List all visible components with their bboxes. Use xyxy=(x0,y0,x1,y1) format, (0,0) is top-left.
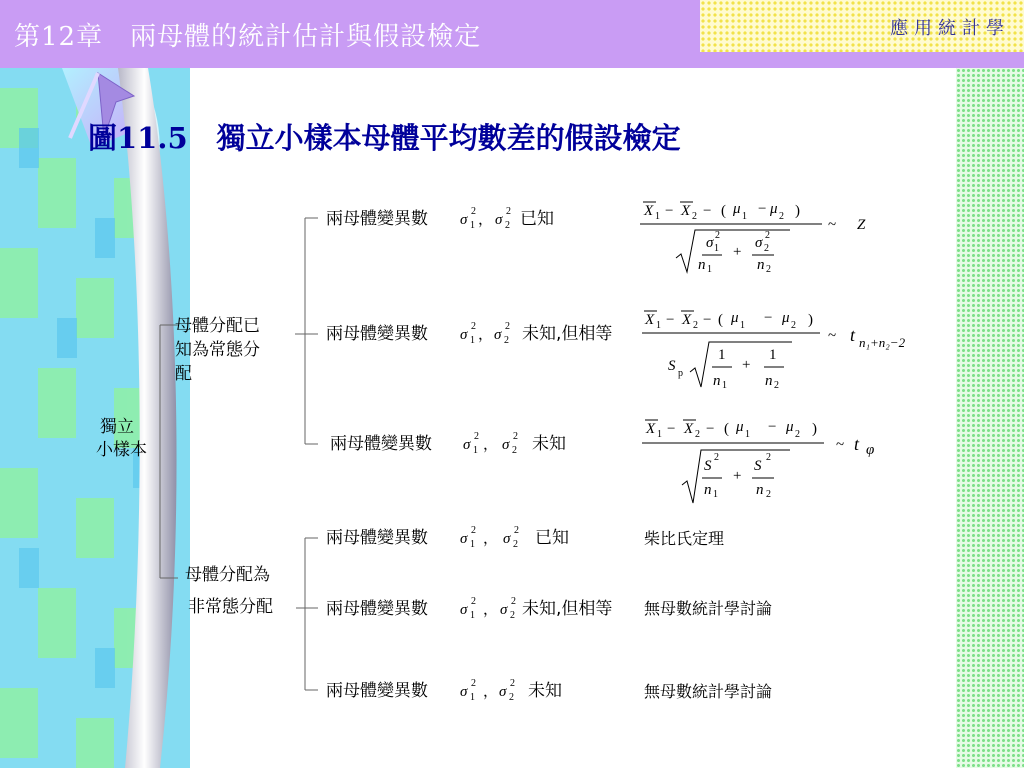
distribution-t: t xyxy=(854,434,860,454)
condition-label: 未知 xyxy=(532,434,566,454)
root-node xyxy=(96,417,147,460)
svg-text:1: 1 xyxy=(713,489,718,500)
svg-text:X: X xyxy=(684,421,694,437)
svg-text:1: 1 xyxy=(470,220,475,231)
normal-case-known xyxy=(326,201,866,275)
svg-text:2: 2 xyxy=(764,243,769,254)
svg-text:(: ( xyxy=(718,312,723,328)
svg-text:2: 2 xyxy=(765,230,770,241)
svg-text:−: − xyxy=(665,203,674,219)
svg-text:2: 2 xyxy=(766,452,771,463)
svg-text:，: ， xyxy=(483,602,499,618)
svg-text:σ: σ xyxy=(755,235,763,251)
svg-text:，: ， xyxy=(483,684,499,700)
svg-text:−: − xyxy=(703,312,712,328)
normal-branch-line1: 母體分配已 xyxy=(175,316,260,336)
svg-text:2: 2 xyxy=(505,321,510,332)
method-label: 無母數統計學討論 xyxy=(644,599,773,618)
svg-text:2: 2 xyxy=(471,596,476,607)
svg-text:兩母體變異數: 兩母體變異數 xyxy=(326,528,428,548)
svg-text:2: 2 xyxy=(714,452,719,463)
svg-text:X: X xyxy=(682,312,692,328)
svg-text:−: − xyxy=(768,419,777,435)
svg-text:兩母體變異數: 兩母體變異數 xyxy=(330,434,432,454)
nonnormal-case-equal xyxy=(326,596,772,621)
svg-text:−: − xyxy=(764,310,773,326)
svg-text:σ: σ xyxy=(499,684,507,700)
figure-title: 圖11.5 獨立小樣本母體平均數差的假設檢定 xyxy=(88,121,681,155)
svg-text:2: 2 xyxy=(514,525,519,536)
svg-text:σ: σ xyxy=(495,212,503,228)
distribution-z: Z xyxy=(857,217,866,233)
svg-text:1: 1 xyxy=(470,692,475,703)
svg-text:2: 2 xyxy=(509,692,514,703)
svg-text:2: 2 xyxy=(766,264,771,275)
nonnormal-branch-line2: 非常態分配 xyxy=(188,597,273,617)
svg-text:n: n xyxy=(698,257,706,273)
svg-text:2: 2 xyxy=(474,431,479,442)
svg-text:σ: σ xyxy=(460,684,468,700)
svg-text:兩母體變異數: 兩母體變異數 xyxy=(326,324,428,344)
svg-text:μ: μ xyxy=(786,419,794,435)
normal-branch-node xyxy=(175,316,260,384)
svg-text:2: 2 xyxy=(715,230,720,241)
degrees-of-freedom: n₁+n₂−2 xyxy=(859,335,906,350)
svg-text:2: 2 xyxy=(795,429,800,440)
svg-text:n: n xyxy=(704,482,712,498)
svg-text:S: S xyxy=(754,458,762,474)
svg-text:μ: μ xyxy=(736,419,744,435)
svg-text:2: 2 xyxy=(513,431,518,442)
chapter-title: 第12章 兩母體的統計估計與假設檢定 xyxy=(14,22,482,52)
svg-text:1: 1 xyxy=(470,539,475,550)
svg-text:2: 2 xyxy=(471,321,476,332)
svg-text:): ) xyxy=(812,421,817,437)
normal-branch-line3: 配 xyxy=(175,364,192,384)
svg-text:S: S xyxy=(668,358,676,374)
svg-text:σ: σ xyxy=(460,602,468,618)
svg-text:1: 1 xyxy=(707,264,712,275)
svg-text:σ: σ xyxy=(503,531,511,547)
nonnormal-branch-line1: 母體分配為 xyxy=(185,565,270,585)
svg-text:X: X xyxy=(646,421,656,437)
method-label: 柴比氏定理 xyxy=(644,529,725,548)
svg-text:2: 2 xyxy=(510,678,515,689)
svg-text:，: ， xyxy=(478,327,494,343)
condition-label: 未知 xyxy=(528,681,562,701)
svg-text:+: + xyxy=(742,357,751,373)
svg-text:σ: σ xyxy=(706,235,714,251)
svg-text:n: n xyxy=(765,373,773,389)
svg-text:2: 2 xyxy=(471,525,476,536)
svg-text:): ) xyxy=(795,203,800,219)
nonnormal-case-known xyxy=(326,525,724,550)
condition-label: 未知,但相等 xyxy=(522,599,613,619)
svg-text:n: n xyxy=(756,482,764,498)
svg-text:1: 1 xyxy=(470,610,475,621)
svg-text:1: 1 xyxy=(470,335,475,346)
svg-text:2: 2 xyxy=(506,206,511,217)
svg-text:X: X xyxy=(644,203,654,219)
svg-text:+: + xyxy=(733,468,742,484)
svg-text:~: ~ xyxy=(836,437,845,453)
degrees-of-freedom: φ xyxy=(866,442,875,458)
svg-text:μ: μ xyxy=(782,310,790,326)
svg-text:−: − xyxy=(758,201,767,217)
svg-text:2: 2 xyxy=(504,335,509,346)
svg-text:): ) xyxy=(808,312,813,328)
svg-text:2: 2 xyxy=(693,320,698,331)
svg-text:σ: σ xyxy=(463,437,471,453)
svg-text:2: 2 xyxy=(791,320,796,331)
svg-text:σ: σ xyxy=(500,602,508,618)
svg-text:+: + xyxy=(733,244,742,260)
method-label: 無母數統計學討論 xyxy=(644,682,773,701)
svg-text:1: 1 xyxy=(722,380,727,391)
root-label-line1: 獨立 xyxy=(100,417,134,437)
subject-label: 應用統計學 xyxy=(890,18,1010,39)
svg-text:2: 2 xyxy=(471,678,476,689)
svg-text:1: 1 xyxy=(740,320,745,331)
svg-text:X: X xyxy=(645,312,655,328)
svg-text:~: ~ xyxy=(828,328,837,344)
svg-text:1: 1 xyxy=(473,445,478,456)
svg-text:−: − xyxy=(703,203,712,219)
svg-text:σ: σ xyxy=(502,437,510,453)
svg-text:1: 1 xyxy=(718,347,726,363)
svg-text:1: 1 xyxy=(656,320,661,331)
root-label-line2: 小樣本 xyxy=(96,440,147,460)
svg-text:−: − xyxy=(667,421,676,437)
svg-text:2: 2 xyxy=(774,380,779,391)
svg-text:(: ( xyxy=(721,203,726,219)
svg-text:1: 1 xyxy=(714,243,719,254)
z-statistic-formula xyxy=(640,201,866,275)
svg-text:p: p xyxy=(678,368,683,379)
svg-text:2: 2 xyxy=(505,220,510,231)
nonnormal-branch-node xyxy=(185,565,273,617)
svg-text:1: 1 xyxy=(657,429,662,440)
svg-text:1: 1 xyxy=(742,211,747,222)
svg-text:~: ~ xyxy=(828,217,837,233)
svg-text:2: 2 xyxy=(511,596,516,607)
svg-text:，: ， xyxy=(483,531,499,547)
svg-text:2: 2 xyxy=(766,489,771,500)
normal-branch-line2: 知為常態分 xyxy=(175,340,260,360)
svg-text:2: 2 xyxy=(471,206,476,217)
t-welch-statistic-formula xyxy=(642,419,874,503)
svg-text:1: 1 xyxy=(769,347,777,363)
svg-text:σ: σ xyxy=(460,327,468,343)
distribution-t: t xyxy=(850,325,856,345)
tree-connectors xyxy=(160,218,318,690)
condition-label: 未知,但相等 xyxy=(522,324,613,344)
svg-text:−: − xyxy=(666,312,675,328)
svg-text:2: 2 xyxy=(513,539,518,550)
svg-text:2: 2 xyxy=(692,211,697,222)
svg-text:n: n xyxy=(713,373,721,389)
svg-text:2: 2 xyxy=(510,610,515,621)
svg-text:μ: μ xyxy=(733,201,741,217)
svg-text:2: 2 xyxy=(512,445,517,456)
svg-text:1: 1 xyxy=(745,429,750,440)
svg-text:兩母體變異數: 兩母體變異數 xyxy=(326,599,428,619)
svg-text:−: − xyxy=(706,421,715,437)
svg-text:2: 2 xyxy=(779,211,784,222)
svg-text:S: S xyxy=(704,458,712,474)
variance-prefix: 兩母體變異數 xyxy=(326,209,428,229)
svg-text:，: ， xyxy=(483,437,499,453)
svg-text:(: ( xyxy=(724,421,729,437)
svg-text:μ: μ xyxy=(731,310,739,326)
svg-text:1: 1 xyxy=(655,211,660,222)
svg-text:，: ， xyxy=(478,212,494,228)
svg-text:兩母體變異數: 兩母體變異數 xyxy=(326,681,428,701)
svg-text:n: n xyxy=(757,257,765,273)
svg-text:σ: σ xyxy=(460,531,468,547)
normal-case-unknown xyxy=(330,419,874,503)
nonnormal-case-unknown xyxy=(326,678,772,703)
svg-text:X: X xyxy=(681,203,691,219)
t-pooled-statistic-formula xyxy=(642,310,906,391)
condition-label: 已知 xyxy=(535,528,569,548)
svg-text:2: 2 xyxy=(695,429,700,440)
svg-text:σ: σ xyxy=(460,212,468,228)
svg-text:μ: μ xyxy=(770,201,778,217)
svg-text:σ: σ xyxy=(494,327,502,343)
normal-case-equal xyxy=(326,310,906,391)
condition-label: 已知 xyxy=(520,209,554,229)
